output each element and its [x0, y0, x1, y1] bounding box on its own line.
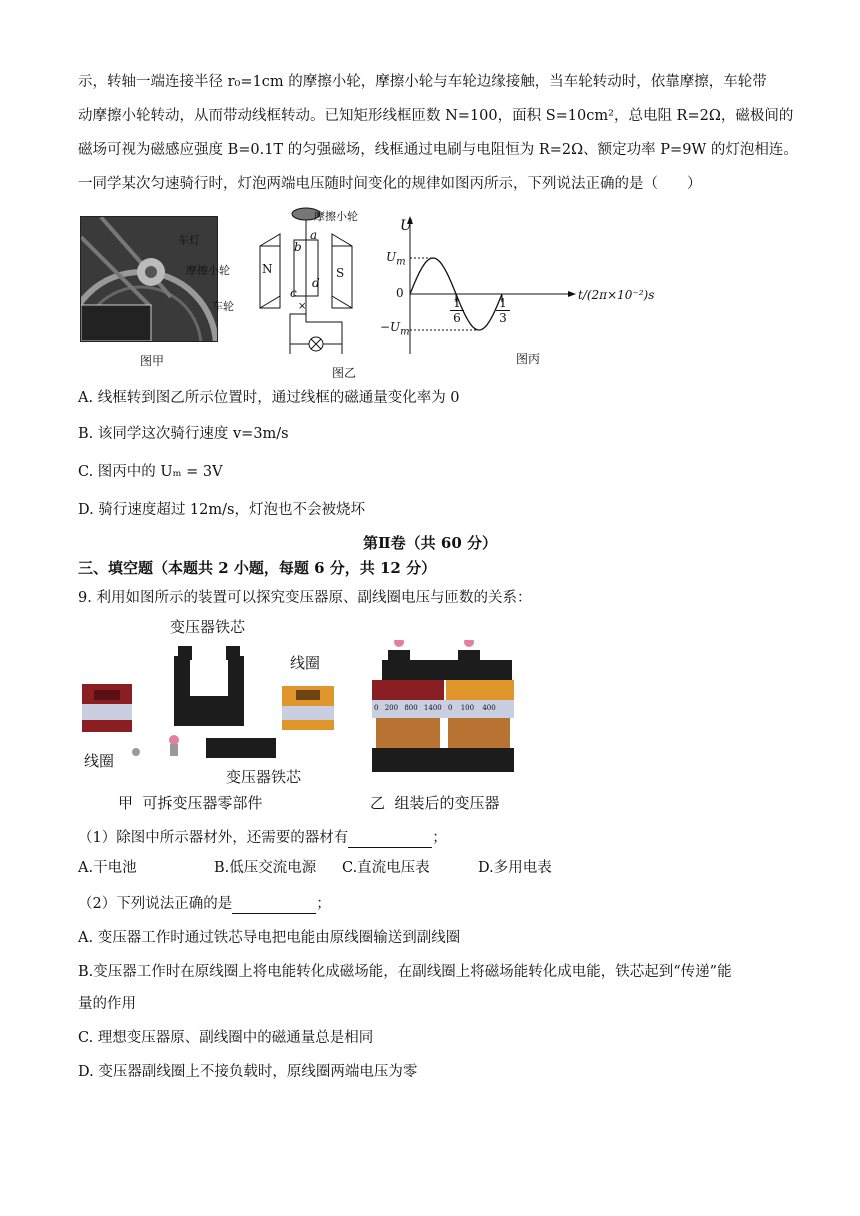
q9-option-2c: C. 理想变压器原、副线圈中的磁通量总是相同 [78, 1030, 374, 1046]
q9-sub-1: （1）除图中所示器材外，还需要的器材有 ； [78, 830, 447, 846]
caption-q9-jia: 甲 可拆变压器零部件 [118, 794, 263, 812]
caption-figure-bing: 图丙 [516, 352, 541, 366]
label-neg-um: $-U_m$ [380, 320, 410, 338]
svg-text:×: × [298, 301, 307, 312]
q9-stem: 9. 利用如图所示的装置可以探究变压器原、副线圈电压与匝数的关系： [78, 590, 532, 606]
q8-stem-line-4: 一同学某次匀速骑行时，灯泡两端电压随时间变化的规律如图丙所示，下列说法正确的是（ ） [78, 176, 702, 192]
section-2-title: 第Ⅱ卷（共 60 分） [363, 534, 497, 552]
q8-option-b: B. 该同学这次骑行速度 v=3m/s [78, 426, 289, 442]
label-core-top: 变压器铁芯 [170, 618, 246, 636]
answer-blank-2[interactable] [232, 899, 316, 914]
q9-option-2a: A. 变压器工作时通过铁芯导电把电能由原线圈输送到副线圈 [78, 930, 461, 946]
part-3-title: 三、填空题（本题共 2 小题，每题 6 分，共 12 分） [78, 559, 437, 577]
scale-right: 0 100 400 [448, 704, 496, 712]
scale-left: 0 200 800 1400 [374, 704, 442, 712]
q9-option-2b-line1: B.变压器工作时在原线圈上将电能转化成磁场能，在副线圈上将磁场能转化成电能，铁芯起到“传递”能 [78, 964, 732, 980]
label-xiaolun-jia: 摩擦小轮 [186, 264, 230, 277]
label-c: c [290, 286, 297, 300]
q9-option-1c: C.直流电压表 [342, 860, 430, 876]
q9-option-1b: B.低压交流电源 [214, 860, 317, 876]
tick-label-one-sixth: 1 6 [450, 296, 464, 325]
caption-figure-jia: 图甲 [140, 354, 165, 368]
q9-option-2b-line2: 量的作用 [78, 996, 136, 1012]
axis-label-t: t/(2π×10⁻²)s [578, 288, 655, 302]
q9-option-2d: D. 变压器副线圈上不接负载时，原线圈两端电压为零 [78, 1064, 418, 1080]
label-a: a [310, 228, 318, 242]
q8-option-a: A. 线框转到图乙所示位置时，通过线框的磁通量变化率为 0 [78, 390, 460, 406]
label-pole-s: S [336, 266, 345, 280]
label-core-bottom: 变压器铁芯 [226, 768, 302, 786]
q8-stem-line-3: 磁场可视为磁感应强度 B=0.1T 的匀强磁场，线框通过电刷与电阻恒为 R=2Ω、额定功率 P=9W 的灯泡相连。 [78, 142, 798, 158]
label-um: $U_m$ [386, 250, 406, 268]
label-chedeng: 车灯 [178, 234, 200, 247]
tick-label-one-third: 1 3 [496, 296, 510, 325]
q8-option-d: D. 骑行速度超过 12m/s，灯泡也不会被烧坏 [78, 502, 365, 518]
axis-label-u: U [400, 218, 412, 234]
label-d: d [312, 276, 320, 290]
q8-stem-line-1: 示，转轴一端连接半径 r₀=1cm 的摩擦小轮，摩擦小轮与车轮边缘接触，当车轮转动时，依靠摩擦，车轮带 [78, 74, 767, 90]
q9-figure [78, 640, 568, 790]
q9-option-1a: A.干电池 [78, 860, 137, 876]
label-zero: 0 [396, 286, 404, 300]
label-coil-left: 线圈 [84, 752, 115, 770]
q9-sub-2: （2）下列说法正确的是 ； [78, 896, 331, 912]
label-xiaolun-yi: 摩擦小轮 [314, 210, 358, 223]
label-pole-n: N [262, 262, 273, 276]
caption-q9-yi: 乙 组装后的变压器 [370, 794, 500, 812]
q9-option-1d: D.多用电表 [478, 860, 552, 876]
q8-stem-line-2: 动摩擦小轮转动，从而带动线框转动。已知矩形线框匝数 N=100，面积 S=10cm²，总电阻 R=2Ω，磁极间的 [78, 108, 794, 124]
label-b: b [294, 240, 302, 254]
q9-sub-1-options [78, 858, 552, 878]
caption-figure-yi: 图乙 [332, 366, 357, 380]
answer-blank-1[interactable] [348, 833, 432, 848]
label-chelun: 车轮 [212, 300, 234, 313]
label-coil-right: 线圈 [290, 654, 321, 672]
q8-option-c: C. 图丙中的 Uₘ = 3V [78, 464, 223, 480]
